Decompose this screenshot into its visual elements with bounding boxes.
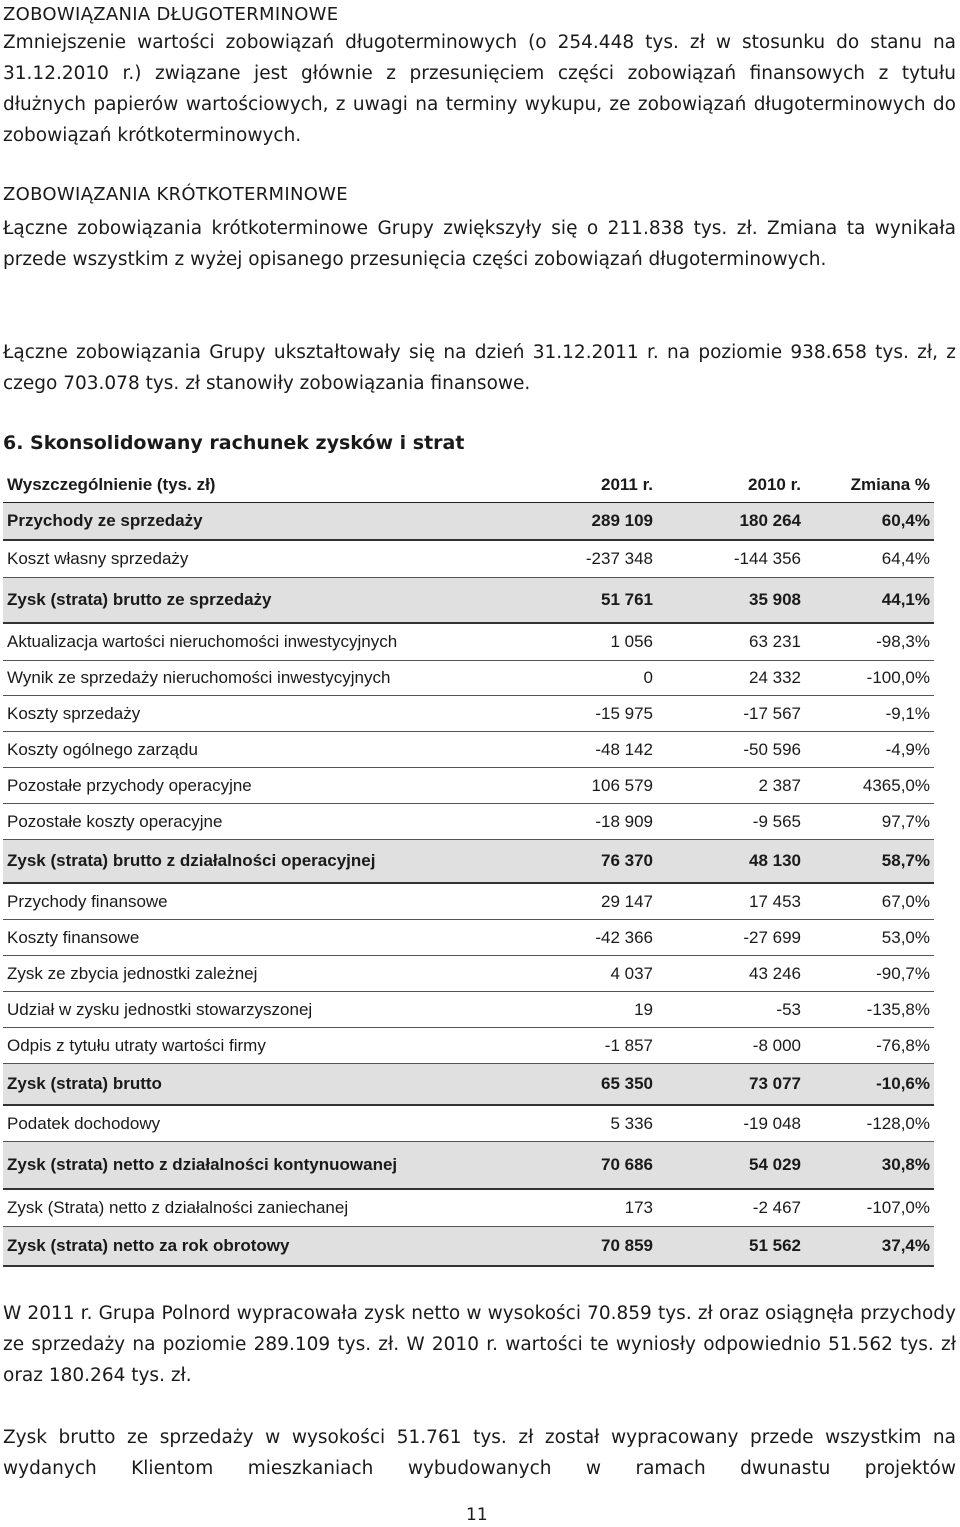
row-label: Pozostałe przychody operacyjne (3, 768, 531, 804)
section-6-title: 6. Skonsolidowany rachunek zysków i strat (3, 432, 465, 454)
table-row (3, 840, 934, 884)
row-label: Zysk ze zbycia jednostki zależnej (3, 956, 531, 992)
col-header-change: Zmiana % (805, 468, 934, 503)
row-label: Przychody finansowe (3, 883, 531, 920)
row-label: Udział w zysku jednostki stowarzyszonej (3, 992, 531, 1028)
table-row (3, 623, 934, 661)
table-row (3, 1028, 934, 1064)
row-change: -9,1% (805, 696, 934, 732)
liabilities-total-paragraph: Łączne zobowiązania Grupy ukształtowały się na dzień 31.12.2011 r. na poziomie 938.658 tys. zł, z czego 703.078 tys. zł stanowiły zobowiązania finansowe. (3, 342, 956, 394)
row-value-2011: 29 147 (531, 883, 657, 920)
table-row (3, 578, 934, 624)
row-change: 67,0% (805, 883, 934, 920)
row-value-2010: -50 596 (657, 732, 805, 768)
short-term-heading: ZOBOWIĄZANIA KRÓTKOTERMINOWE (3, 184, 348, 205)
row-value-2011: 0 (531, 661, 657, 696)
row-label: Koszty sprzedaży (3, 696, 531, 732)
row-change: 64,4% (805, 540, 934, 578)
row-value-2011: 19 (531, 992, 657, 1028)
row-value-2010: 73 077 (657, 1064, 805, 1106)
row-label: Aktualizacja wartości nieruchomości inwestycyjnych (3, 623, 531, 661)
row-label: Wynik ze sprzedaży nieruchomości inwestycyjnych (3, 661, 531, 696)
row-value-2010: 17 453 (657, 883, 805, 920)
table-row (3, 696, 934, 732)
table-row (3, 992, 934, 1028)
row-change: 4365,0% (805, 768, 934, 804)
row-label: Zysk (strata) netto z działalności kontynuowanej (3, 1142, 531, 1190)
row-change: 97,7% (805, 804, 934, 840)
table-row (3, 768, 934, 804)
long-term-heading: ZOBOWIĄZANIA DŁUGOTERMINOWE (3, 4, 339, 25)
row-value-2011: 106 579 (531, 768, 657, 804)
row-change: 60,4% (805, 503, 934, 541)
table-row (3, 1189, 934, 1227)
row-change: -98,3% (805, 623, 934, 661)
long-term-paragraph: Zmniejszenie wartości zobowiązań długoterminowych (o 254.448 tys. zł w stosunku do stanu na 31.12.2010 r.) związane jest głównie z przesunięciem części zobowiązań finansowych z tytułu dłużnych papierów wartościowych, z uwagi na terminy wykupu, ze zobowiązań długoterminowych do zobowiązań krótkoterminowych. (3, 32, 956, 146)
table-row (3, 503, 934, 541)
row-label: Zysk (strata) brutto (3, 1064, 531, 1106)
row-value-2011: 289 109 (531, 503, 657, 541)
row-value-2010: 51 562 (657, 1227, 805, 1267)
row-value-2010: -17 567 (657, 696, 805, 732)
row-value-2011: -48 142 (531, 732, 657, 768)
summary-paragraph-1: W 2011 r. Grupa Polnord wypracowała zysk netto w wysokości 70.859 tys. zł oraz osiągnęła przychody ze sprzedaży na poziomie 289.109 tys. zł. W 2010 r. wartości te wyniosły odpowiednio 51.562 tys. zł oraz 180.264 tys. zł. (3, 1303, 956, 1386)
row-value-2010: -8 000 (657, 1028, 805, 1064)
row-value-2011: 1 056 (531, 623, 657, 661)
table-row (3, 804, 934, 840)
row-value-2010: 63 231 (657, 623, 805, 661)
row-label: Koszty finansowe (3, 920, 531, 956)
table-row (3, 732, 934, 768)
row-value-2011: 5 336 (531, 1105, 657, 1142)
table-row (3, 920, 934, 956)
col-header-2011: 2011 r. (531, 468, 657, 503)
row-value-2010: -53 (657, 992, 805, 1028)
summary-paragraph-2: Zysk brutto ze sprzedaży w wysokości 51.761 tys. zł został wypracowany przede wszystkim na wydanych Klientom mieszkaniach wybudowanych w ramach dwunastu projektów (3, 1427, 956, 1479)
row-value-2010: -9 565 (657, 804, 805, 840)
row-label: Koszt własny sprzedaży (3, 540, 531, 578)
row-label: Odpis z tytułu utraty wartości firmy (3, 1028, 531, 1064)
row-value-2011: -42 366 (531, 920, 657, 956)
row-change: -76,8% (805, 1028, 934, 1064)
row-label: Zysk (strata) netto za rok obrotowy (3, 1227, 531, 1267)
row-label: Zysk (strata) brutto z działalności operacyjnej (3, 840, 531, 884)
row-value-2011: -237 348 (531, 540, 657, 578)
row-value-2010: 43 246 (657, 956, 805, 992)
income-statement-table (3, 468, 934, 1267)
row-value-2011: -18 909 (531, 804, 657, 840)
row-value-2011: 65 350 (531, 1064, 657, 1106)
row-value-2010: -19 048 (657, 1105, 805, 1142)
row-label: Podatek dochodowy (3, 1105, 531, 1142)
row-change: 44,1% (805, 578, 934, 624)
row-label: Przychody ze sprzedaży (3, 503, 531, 541)
row-change: -100,0% (805, 661, 934, 696)
row-value-2011: 173 (531, 1189, 657, 1227)
row-change: 53,0% (805, 920, 934, 956)
row-label: Koszty ogólnego zarządu (3, 732, 531, 768)
table-body (3, 503, 934, 1267)
table-row (3, 1142, 934, 1190)
page-number: 11 (466, 1505, 488, 1525)
row-change: -107,0% (805, 1189, 934, 1227)
row-value-2010: -2 467 (657, 1189, 805, 1227)
col-header-2010: 2010 r. (657, 468, 805, 503)
row-value-2011: -15 975 (531, 696, 657, 732)
row-value-2011: 70 859 (531, 1227, 657, 1267)
row-value-2011: 76 370 (531, 840, 657, 884)
row-value-2010: 2 387 (657, 768, 805, 804)
row-change: -90,7% (805, 956, 934, 992)
row-change: 30,8% (805, 1142, 934, 1190)
table-row (3, 1227, 934, 1267)
table-header-row (3, 468, 934, 503)
row-change: -4,9% (805, 732, 934, 768)
row-change: -135,8% (805, 992, 934, 1028)
row-value-2011: -1 857 (531, 1028, 657, 1064)
table-row (3, 956, 934, 992)
row-value-2011: 70 686 (531, 1142, 657, 1190)
row-label: Pozostałe koszty operacyjne (3, 804, 531, 840)
row-value-2010: -144 356 (657, 540, 805, 578)
row-change: 37,4% (805, 1227, 934, 1267)
row-change: 58,7% (805, 840, 934, 884)
row-value-2010: 35 908 (657, 578, 805, 624)
table-row (3, 1105, 934, 1142)
col-header-description: Wyszczególnienie (tys. zł) (3, 468, 531, 503)
table-row (3, 883, 934, 920)
table-row (3, 661, 934, 696)
table-row (3, 540, 934, 578)
row-label: Zysk (Strata) netto z działalności zaniechanej (3, 1189, 531, 1227)
row-value-2010: 48 130 (657, 840, 805, 884)
row-value-2010: 24 332 (657, 661, 805, 696)
row-value-2010: 180 264 (657, 503, 805, 541)
row-value-2010: 54 029 (657, 1142, 805, 1190)
row-value-2011: 4 037 (531, 956, 657, 992)
table-row (3, 1064, 934, 1106)
short-term-paragraph: Łączne zobowiązania krótkoterminowe Grupy zwiększyły się o 211.838 tys. zł. Zmiana ta wynikała przede wszystkim z wyżej opisanego przesunięcia części zobowiązań długoterminowych. (3, 218, 956, 270)
row-label: Zysk (strata) brutto ze sprzedaży (3, 578, 531, 624)
row-change: -10,6% (805, 1064, 934, 1106)
row-change: -128,0% (805, 1105, 934, 1142)
row-value-2010: -27 699 (657, 920, 805, 956)
row-value-2011: 51 761 (531, 578, 657, 624)
